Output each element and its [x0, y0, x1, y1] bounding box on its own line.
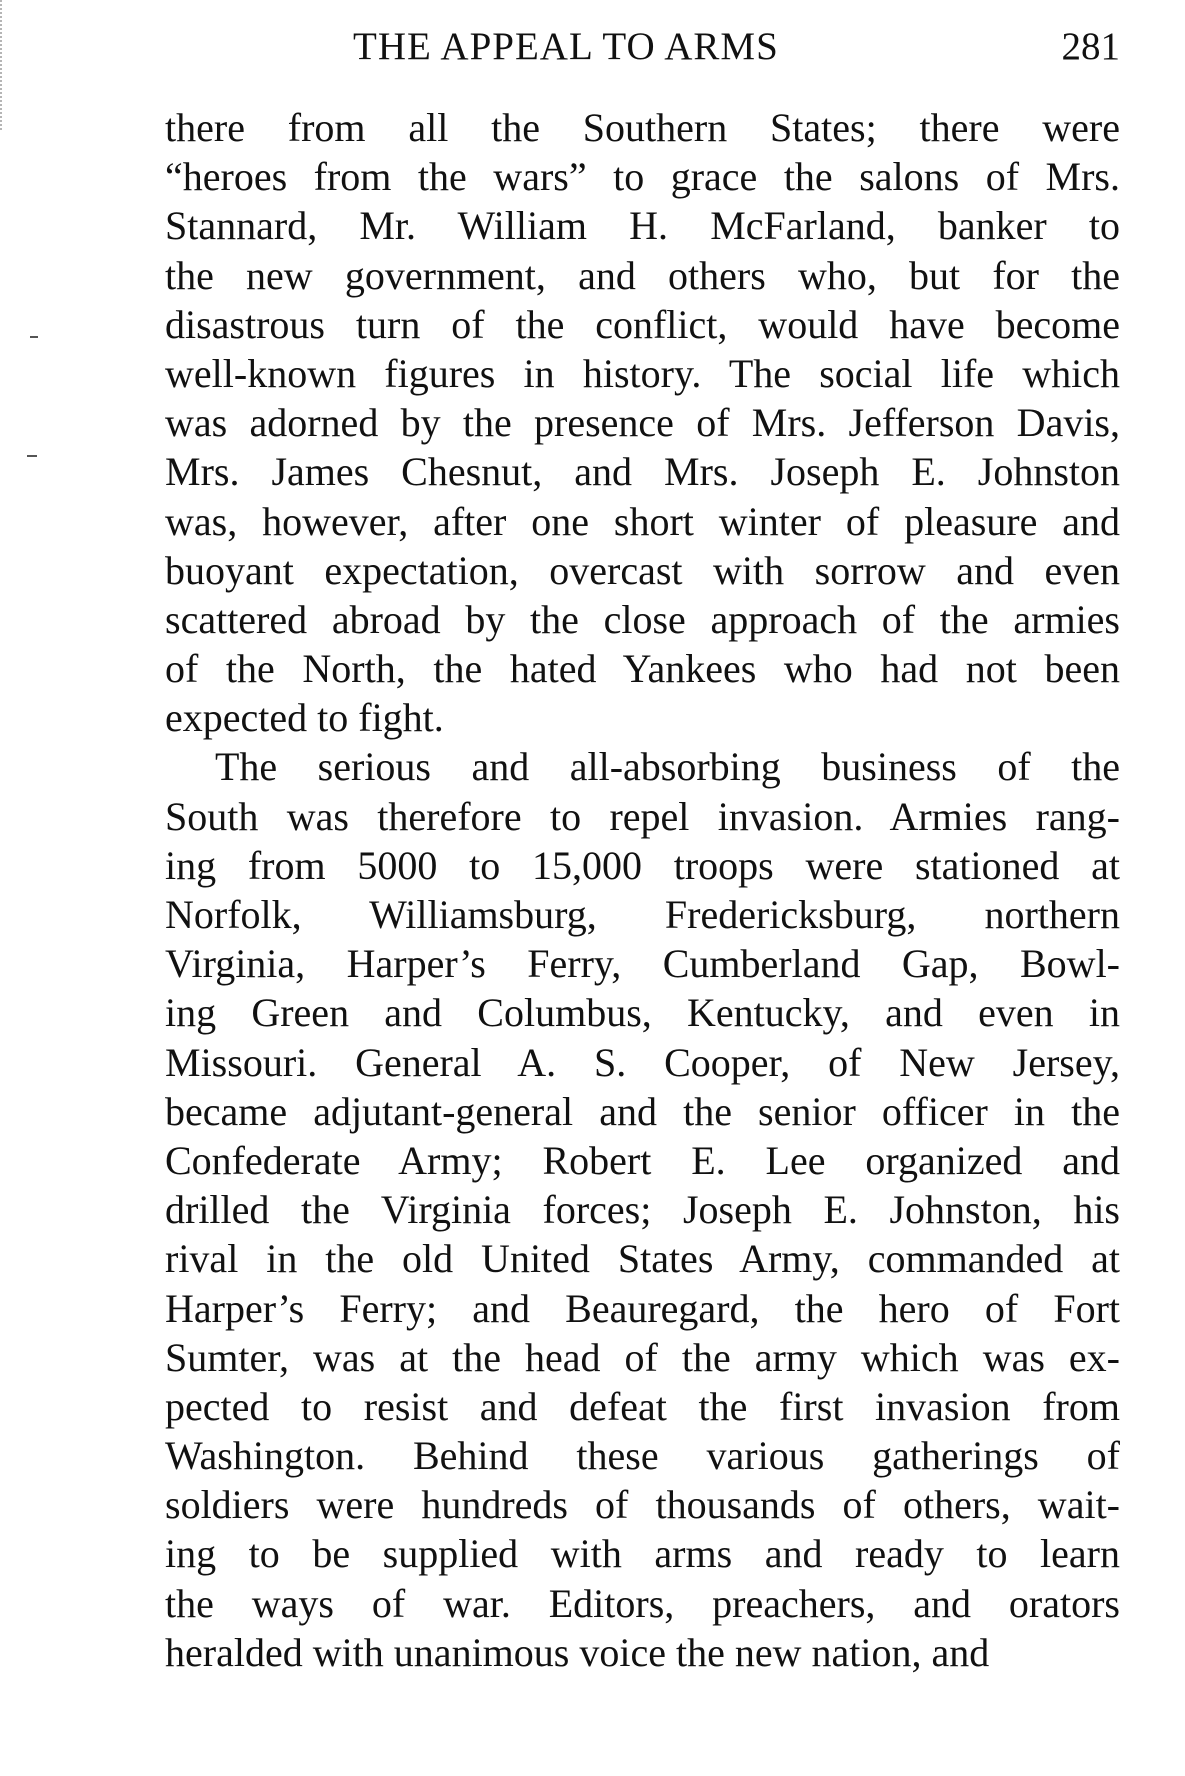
text-line: well-known figures in history. The social life which	[165, 350, 1120, 396]
text-line: heralded with unanimous voice the new nation, and	[165, 1629, 990, 1675]
text-line: Missouri. General A. S. Cooper, of New Jersey,	[165, 1039, 1120, 1085]
text-line: there from all the Southern States; there were	[165, 105, 1120, 150]
text-line: was, however, after one short winter of pleasure and	[165, 498, 1120, 544]
text-line: The serious and all-absorbing business of the	[215, 744, 1120, 790]
scan-speck	[27, 455, 37, 457]
text-line: rival in the old United States Army, commanded at	[165, 1236, 1120, 1282]
text-line: buoyant expectation, overcast with sorrow and even	[165, 547, 1120, 593]
running-title: THE APPEAL TO ARMS	[353, 25, 779, 68]
text-line: the ways of war. Editors, preachers, and orators	[165, 1580, 1120, 1626]
text-line: was adorned by the presence of Mrs. Jefferson Davis,	[165, 400, 1120, 446]
scan-speck	[30, 336, 38, 338]
paragraph	[165, 742, 1120, 1677]
text-line: pected to resist and defeat the first invasion from	[165, 1383, 1120, 1429]
text-line: became adjutant-general and the senior officer in the	[165, 1088, 1120, 1134]
text-line: Virginia, Harper’s Ferry, Cumberland Gap, Bowl-	[165, 941, 1120, 987]
text-line: scattered abroad by the close approach of the armies	[165, 596, 1120, 642]
text-line: disastrous turn of the conflict, would have become	[165, 301, 1120, 347]
paragraph	[165, 103, 1120, 742]
page-number: 281	[1061, 25, 1120, 68]
text-line: the new government, and others who, but for the	[165, 252, 1120, 298]
text-line: South was therefore to repel invasion. Armies rang-	[165, 793, 1120, 839]
text-line: “heroes from the wars” to grace the salons of Mrs.	[165, 154, 1120, 200]
text-line: Mrs. James Chesnut, and Mrs. Joseph E. Johnston	[165, 449, 1120, 495]
page-header	[165, 18, 1120, 78]
page-edge-mark	[0, 0, 4, 130]
text-line: drilled the Virginia forces; Joseph E. Johnston, his	[165, 1187, 1120, 1233]
text-line: Stannard, Mr. William H. McFarland, banker to	[165, 203, 1120, 249]
text-line: Washington. Behind these various gatherings of	[165, 1433, 1120, 1479]
text-line: Confederate Army; Robert E. Lee organized and	[165, 1137, 1120, 1183]
text-line: Harper’s Ferry; and Beauregard, the hero of Fort	[165, 1285, 1120, 1331]
body-text	[165, 103, 1120, 1677]
text-line: expected to fight.	[165, 695, 444, 741]
text-line: soldiers were hundreds of thousands of others, wait-	[165, 1482, 1120, 1528]
text-line: Norfolk, Williamsburg, Fredericksburg, northern	[165, 892, 1120, 937]
text-line: Sumter, was at the head of the army which was ex-	[165, 1334, 1120, 1380]
text-line: ing to be supplied with arms and ready to learn	[165, 1531, 1120, 1577]
text-line: ing Green and Columbus, Kentucky, and even in	[165, 990, 1120, 1036]
text-line: ing from 5000 to 15,000 troops were stationed at	[165, 842, 1120, 888]
text-line: of the North, the hated Yankees who had not been	[165, 646, 1120, 692]
